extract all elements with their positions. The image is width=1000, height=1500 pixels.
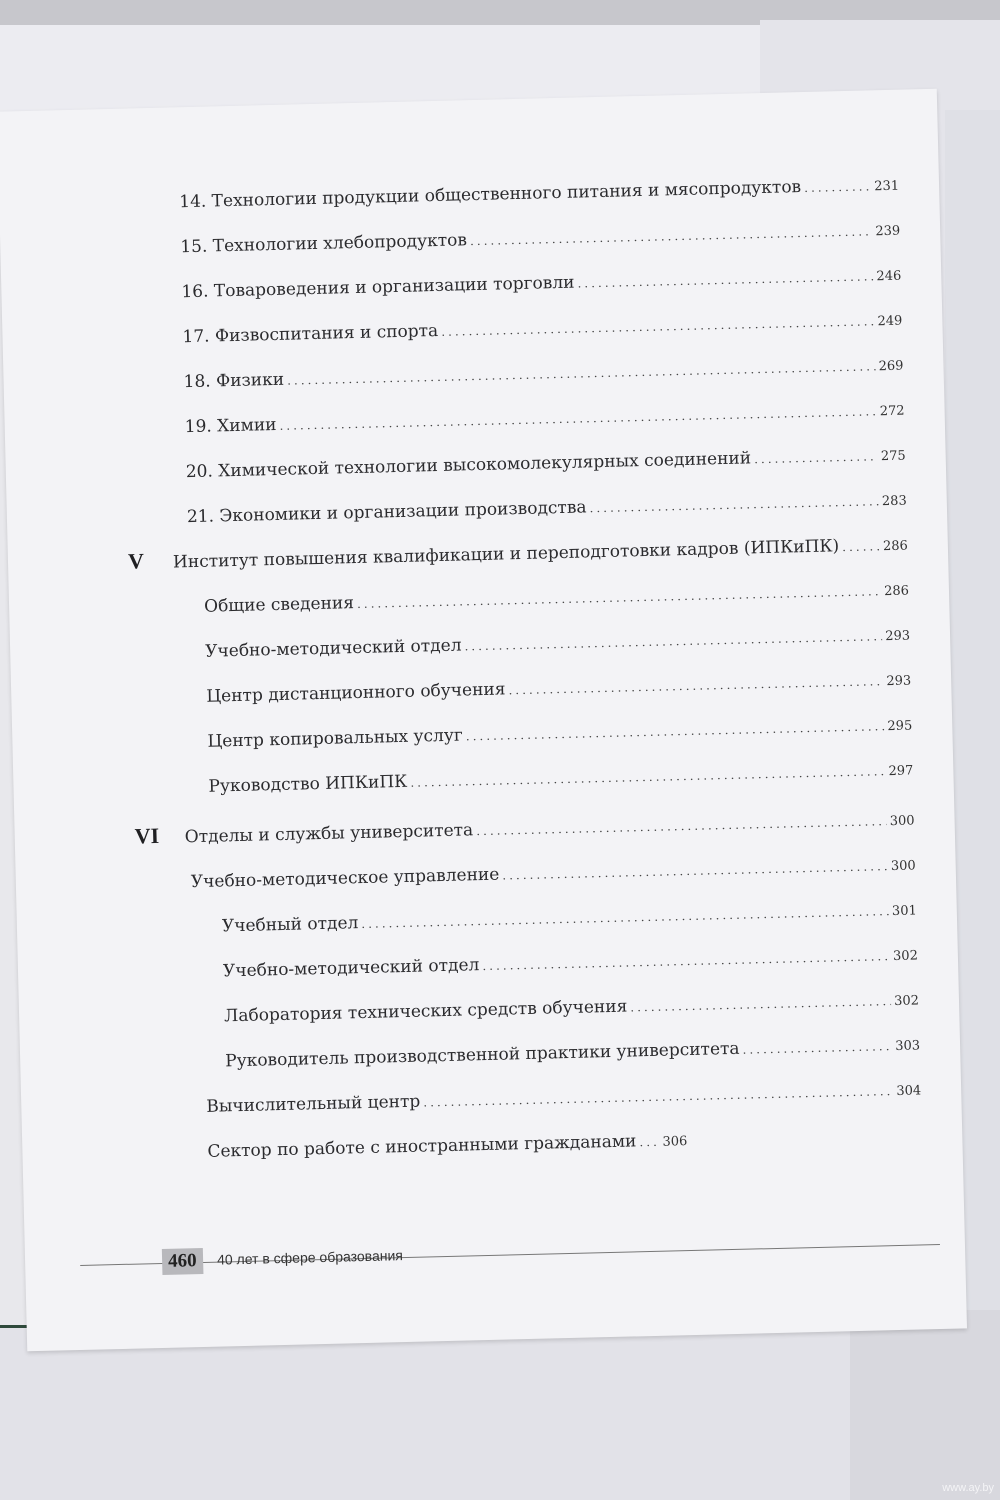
toc-entry-page: 246 [876, 268, 902, 285]
toc-entry [205, 625, 910, 662]
toc-entry-label: Руководитель производственной практики университета [225, 1038, 740, 1072]
toc-leader-dots [842, 539, 880, 554]
toc-leader-dots [589, 494, 879, 515]
toc-section-entry [185, 809, 915, 847]
toc-entry-label: 19. Химии [184, 414, 277, 438]
toc-entry-label: Руководство ИПКиПК [208, 771, 408, 797]
toc-entry-page: 297 [888, 763, 914, 780]
watermark: www.ay.by [942, 1482, 994, 1494]
toc-entry-page: 301 [891, 903, 917, 920]
toc-entry-label: Вычислительный центр [206, 1091, 421, 1117]
toc-entry-page: 283 [881, 493, 907, 510]
toc-leader-dots [464, 629, 882, 653]
footer-rule [80, 1244, 940, 1266]
toc-entry-label: 16. Товароведения и организации торговли [181, 272, 575, 303]
toc-entry-label: Отделы и службы университета [184, 820, 474, 848]
toc-entry-page: 286 [883, 583, 910, 600]
toc-leader-dots [410, 764, 886, 790]
toc-entry [206, 670, 911, 707]
toc-leader-dots [476, 814, 887, 838]
toc-entry [207, 714, 912, 751]
toc-entry-page: 302 [892, 948, 919, 965]
toc-entry [187, 490, 907, 528]
toc-leader-dots [287, 359, 876, 387]
toc-leader-dots [357, 584, 882, 611]
toc-entry [181, 265, 901, 303]
toc-leader-dots [482, 949, 890, 973]
toc-entry-page: 249 [877, 313, 903, 330]
toc-leader-dots [754, 449, 878, 466]
toc-entry [179, 175, 899, 213]
toc-entry [207, 1130, 687, 1162]
toc-entry-label: Учебно-методический отдел [222, 955, 480, 982]
toc-entry-label: Общие сведения [203, 593, 355, 617]
toc-entry-page: 286 [882, 538, 909, 555]
toc-entry-label: 15. Технологии хлебопродуктов [180, 230, 468, 258]
section-number: VI [134, 822, 160, 849]
book-page [0, 89, 967, 1352]
toc-leader-dots [361, 904, 889, 931]
toc-entry-label: Институт повышения квалификации и переподготовки кадров (ИПКиПК) [172, 536, 840, 573]
toc-entry [185, 400, 905, 438]
toc-entry-page: 293 [886, 673, 912, 690]
toc-leader-dots [423, 1084, 893, 1109]
toc-leader-dots [279, 404, 877, 433]
toc-leader-dots [804, 179, 871, 195]
toc-entry-page: 303 [895, 1038, 921, 1054]
toc-leader-dots [502, 859, 888, 882]
toc-entry [225, 1034, 920, 1071]
toc-entry-label: 17. Физвоспитания и спорта [182, 320, 439, 348]
toc-section-entry [173, 535, 908, 573]
toc-entry-label: Учебно-методическое управление [190, 864, 500, 893]
toc-entry-label: 21. Экономики и организации производства [186, 497, 587, 528]
toc-entry-label: Учебно-методический отдел [205, 635, 462, 662]
toc-entry-label: Центр дистанционного обучения [206, 679, 506, 707]
toc-leader-dots [441, 314, 875, 339]
toc-entry-page: 302 [893, 993, 920, 1010]
toc-entry-page: 306 [662, 1134, 688, 1150]
toc-entry-page: 275 [880, 448, 906, 465]
toc-leader-dots [508, 674, 883, 697]
toc-entry-page: 295 [887, 718, 913, 735]
running-footer-title: 40 лет в сфере образования [216, 1247, 404, 1268]
toc-entry-label: 20. Химической технологии высокомолекулярных соединений [185, 448, 752, 483]
toc-entry-label: Сектор по работе с иностранными гражданами [207, 1131, 637, 1162]
toc-entry-page: 272 [879, 403, 905, 420]
toc-entry [208, 759, 913, 796]
toc-leader-dots [577, 269, 873, 290]
toc-entry-page: 231 [874, 178, 900, 195]
toc-entry-label: 18. Физики [183, 369, 285, 393]
toc-entry [186, 445, 906, 483]
toc-entry-label: Учебный отдел [221, 913, 359, 937]
toc-entry-label: Лаборатория технических средств обучения [223, 996, 628, 1027]
toc-entry-label: 14. Технологии продукции общественного питания и мясопродуктов [179, 177, 802, 213]
toc-entry-page: 293 [885, 628, 911, 645]
toc-entry [182, 310, 902, 348]
toc-leader-dots [630, 994, 891, 1014]
section-number: V [127, 548, 145, 574]
toc-leader-dots [466, 719, 885, 743]
toc-entry [183, 355, 903, 393]
toc-entry [180, 220, 900, 258]
toc-leader-dots [639, 1135, 659, 1149]
toc-entry-page: 300 [889, 813, 915, 830]
toc-entry [223, 944, 918, 981]
toc-entry-label: Центр копировальных услуг [207, 725, 464, 752]
toc-entry [191, 854, 916, 892]
toc-entry [204, 580, 909, 617]
toc-leader-dots [742, 1039, 892, 1057]
toc-entry-page: 300 [890, 858, 916, 875]
toc-entry-page: 304 [896, 1083, 922, 1099]
toc-entry-page: 269 [878, 358, 904, 375]
toc-entry-page: 239 [875, 223, 901, 240]
toc-leader-dots [470, 224, 873, 248]
toc-entry [224, 989, 919, 1026]
toc-entry [222, 899, 917, 936]
page-number: 460 [162, 1248, 203, 1275]
toc-entry [206, 1079, 921, 1116]
